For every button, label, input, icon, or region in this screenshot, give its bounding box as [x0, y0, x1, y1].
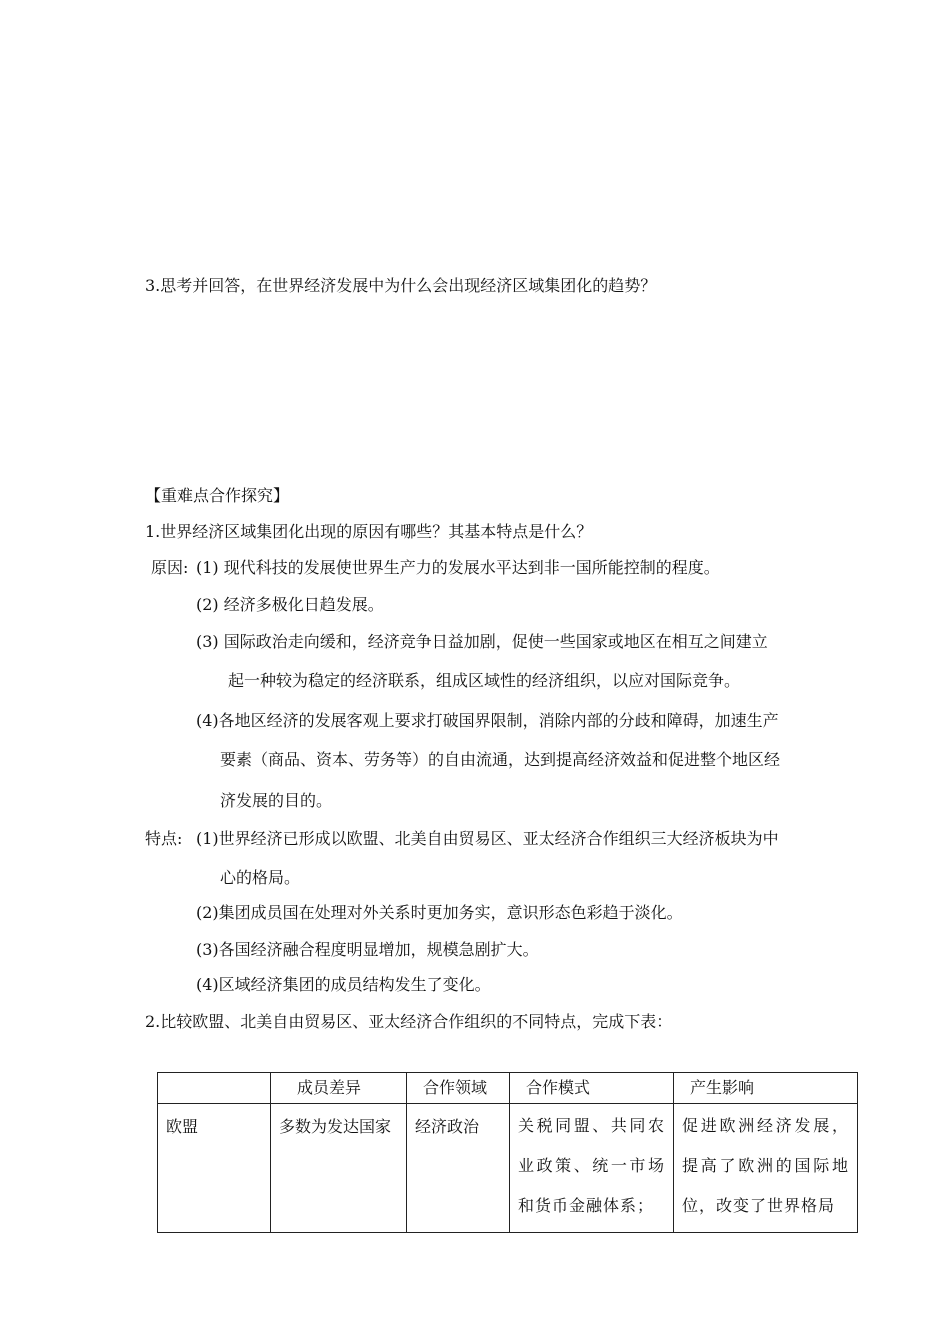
features-label: 特点: — [145, 829, 183, 848]
question-3: 3.思考并回答，在世界经济发展中为什么会出现经济区域集团化的趋势？ — [145, 276, 657, 295]
feature-4: (4)区域经济集团的成员结构发生了变化。 — [196, 975, 491, 994]
reason-4: (4)各地区经济的发展客观上要求打破国界限制，消除内部的分歧和障碍，加速生产 — [196, 711, 779, 730]
reason-3-cont: 起一种较为稳定的经济联系，组成区域性的经济组织，以应对国际竞争。 — [228, 671, 741, 690]
table-row — [158, 1104, 858, 1233]
feature-2: (2)集团成员国在处理对外关系时更加务实，意识形态色彩趋于淡化。 — [196, 903, 683, 922]
row-name: 欧盟 — [158, 1104, 271, 1233]
reason-2: (2) 经济多极化日趋发展。 — [196, 595, 384, 614]
reason-3: (3) 国际政治走向缓和，经济竞争日益加剧，促使一些国家或地区在相互之间建立 — [196, 632, 768, 651]
section-title: 【重难点合作探究】 — [145, 486, 290, 505]
header-cell-blank — [158, 1073, 271, 1104]
header-cell-impact: 产生影响 — [674, 1073, 858, 1104]
reason-1: (1) 现代科技的发展使世界生产力的发展水平达到非一国所能控制的程度。 — [196, 558, 720, 577]
reason-4-cont-2: 济发展的目的。 — [220, 791, 333, 810]
table-header-row — [158, 1073, 858, 1104]
feature-3: (3)各国经济融合程度明显增加，规模急剧扩大。 — [196, 940, 539, 959]
comparison-table — [157, 1072, 858, 1233]
q2-title: 2.比较欧盟、北美自由贸易区、亚太经济合作组织的不同特点，完成下表： — [145, 1012, 673, 1031]
header-cell-mode: 合作模式 — [510, 1073, 674, 1104]
reason-4-cont-1: 要素（商品、资本、劳务等）的自由流通，达到提高经济效益和促进整个地区经 — [220, 750, 781, 769]
header-cell-members: 成员差异 — [271, 1073, 407, 1104]
q1-title: 1.世界经济区域集团化出现的原因有哪些？其基本特点是什么？ — [145, 522, 593, 541]
feature-1-cont: 心的格局。 — [220, 868, 301, 887]
reasons-label: 原因: — [151, 558, 189, 577]
feature-1: (1)世界经济已形成以欧盟、北美自由贸易区、亚太经济合作组织三大经济板块为中 — [196, 829, 779, 848]
header-cell-field: 合作领域 — [407, 1073, 510, 1104]
row-members: 多数为发达国家 — [271, 1104, 407, 1233]
row-field: 经济政治 — [407, 1104, 510, 1233]
row-mode: 关税同盟、共同农业政策、统一市场和货币金融体系； — [510, 1104, 674, 1233]
row-impact: 促进欧洲经济发展，提高了欧洲的国际地位，改变了世界格局 — [674, 1104, 858, 1233]
